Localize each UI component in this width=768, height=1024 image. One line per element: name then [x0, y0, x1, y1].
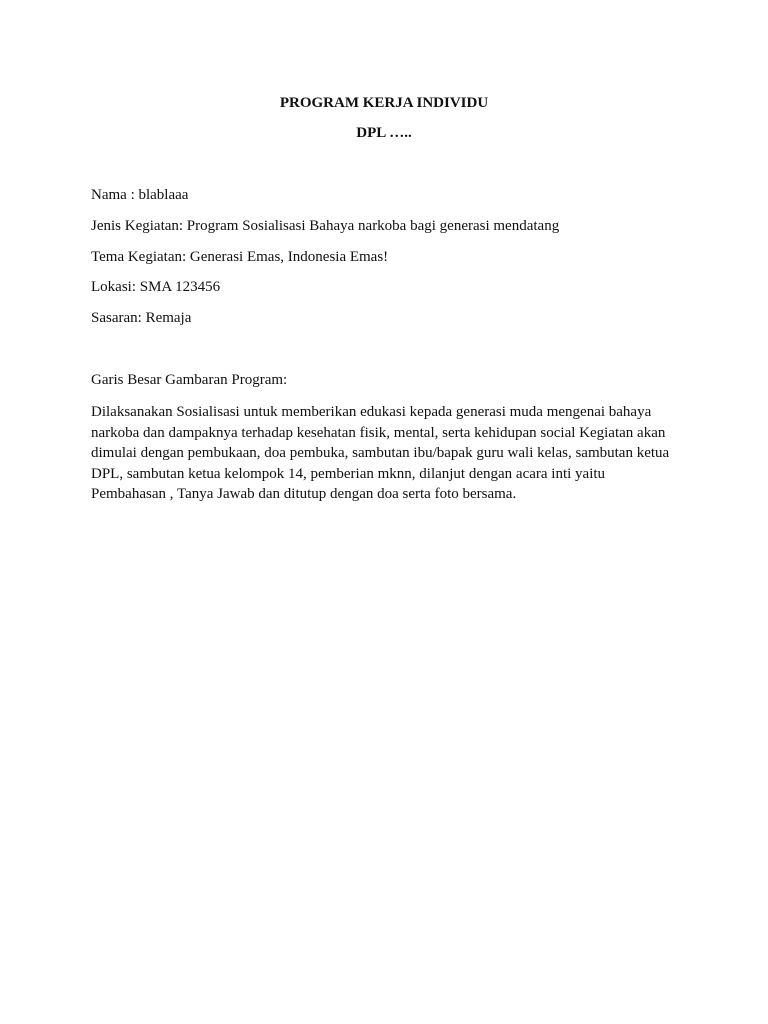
- field-tema-kegiatan: Tema Kegiatan: Generasi Emas, Indonesia Emas!: [91, 249, 389, 265]
- field-jenis-kegiatan: Jenis Kegiatan: Program Sosialisasi Bahaya narkoba bagi generasi mendatang: [91, 218, 560, 234]
- document-title: PROGRAM KERJA INDIVIDU: [279, 95, 489, 111]
- paragraph-line: dimulai dengan pembukaan, doa pembuka, sambutan ibu/bapak guru wali kelas, sambutan ketua: [91, 445, 670, 461]
- paragraph-line: Dilaksanakan Sosialisasi untuk memberikan edukasi kepada generasi muda mengenai bahaya: [91, 404, 652, 420]
- program-description: [91, 402, 681, 505]
- paragraph-line: narkoba dan dampaknya terhadap kesehatan fisik, mental, serta kehidupan social Kegiatan akan: [91, 424, 666, 441]
- paragraph-line: DPL, sambutan ketua kelompok 14, pemberian mknn, dilanjut dengan acara inti yaitu: [91, 465, 606, 482]
- section-heading: Garis Besar Gambaran Program:: [91, 372, 288, 388]
- document-subtitle: DPL …..: [356, 125, 412, 141]
- paragraph-line: Pembahasan , Tanya Jawab dan ditutup dengan doa serta foto bersama.: [91, 486, 517, 502]
- field-lokasi: Lokasi: SMA 123456: [91, 279, 221, 295]
- field-nama: Nama : blablaaa: [91, 187, 189, 203]
- field-sasaran: Sasaran: Remaja: [91, 310, 192, 326]
